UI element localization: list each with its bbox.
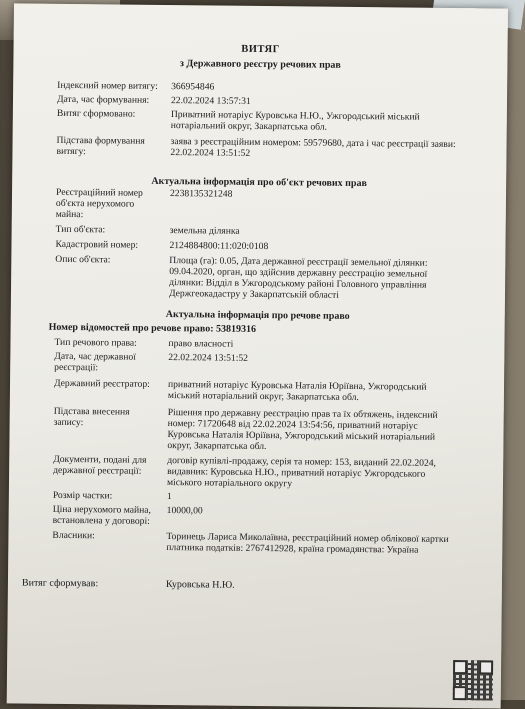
meta-label-formed: Витяг сформовано: [56,107,136,120]
object-value-description-line2: 09.04.2020, орган, що здійснив державну реєстрацію земельної [169,266,428,280]
meta-label-date: Дата, час формування: [56,93,150,106]
right-value-registrar-line1: приватний нотаріус Куровська Наталія Юріївна, Ужгородський [167,379,427,393]
right-label-basis-line2: запису: [53,416,84,429]
meta-value-basis-line2: 22.02.2024 13:51:52 [170,147,251,159]
right-section-heading: Актуальна інформація про речове право [165,309,350,322]
meta-label-basis-line1: Підстава формування [56,134,145,147]
right-label-regdate-line1: Дата, час державної [54,350,136,363]
meta-value-formed-line2: нотаріальний округ, Закарпатська обл. [170,120,328,133]
document-subtitle: з Державного реєстру речових прав [179,58,341,71]
right-label-documents-line2: державної реєстрації: [53,464,142,477]
right-label-basis-line1: Підстава внесення [53,405,130,418]
signature-label: Витяг сформував: [21,577,99,590]
meta-value-formed-line1: Приватний нотаріус Куровська Н.Ю., Ужгородський міський [170,109,420,123]
meta-value-index: 366954846 [171,81,215,93]
right-label-price-line2: встановлена у договорі: [52,514,150,527]
object-label-regnum-line2: об'єкта нерухомого [55,197,135,210]
document-title: ВИТЯГ [241,43,280,56]
right-label-owners: Власники: [52,529,95,542]
right-label-type: Тип речового права: [54,336,137,349]
object-value-description-line4: Держгеокадастру у Закарпатській області [168,288,339,301]
right-value-owners-line2: платника податків: 2767412928, країна громадянства: Україна [166,542,419,556]
right-value-type: право власності [168,338,234,350]
object-value-cadastral: 2124884800:11:020:0108 [169,240,269,253]
right-value-documents-line2: видавник: Куровська Н.Ю., приватний нотаріус Ужгородського [167,466,426,480]
object-section-heading: Актуальна інформація про об'єкт речових прав [151,175,367,190]
right-label-documents-line1: Документи, подані для [53,453,147,466]
right-label-registrar: Державний реєстратор: [53,377,150,390]
right-value-basis-line4: округ, Закарпатська обл. [167,440,267,453]
object-label-regnum-line3: майна: [55,208,84,221]
right-label-regdate-line2: реєстрації: [54,361,99,374]
document-page [7,3,508,708]
object-label-cadastral: Кадастровий номер: [55,238,139,251]
object-value-type: земельна ділянка [169,225,240,237]
right-value-basis-line1: Рішення про державну реєстрацію прав та їх обтяжень, індексний [167,407,438,421]
meta-label-basis-line2: витягу: [56,145,86,158]
meta-value-basis-line1: заява з реєстраційним номером: 59579680, дата і час реєстрації заяви: [170,136,456,151]
meta-label-index: Індексний номер витягу: [57,79,158,92]
right-number-line: Номер відомостей про речове право: 53819316 [48,321,257,335]
signature-value: Куровська Н.Ю. [165,579,235,591]
qr-code [453,660,493,700]
qr-corner-top-right [479,660,493,674]
meta-value-date: 22.02.2024 13:57:31 [170,95,251,107]
object-value-description-line3: ділянки: Відділ в Ужгородському районі Головного управління [169,277,427,291]
right-value-registrar-line2: міський нотаріальний округ, Закарпатська обл. [167,390,359,404]
right-value-regdate: 22.02.2024 13:51:52 [168,352,249,364]
object-label-regnum-line1: Реєстраційний номер [55,186,143,199]
object-value-regnum: 2238135321248 [169,188,233,200]
right-value-basis-line2: номер: 71720648 від 22.02.2024 13:54:56, приватний нотаріус [167,418,418,432]
right-value-share: 1 [166,491,172,503]
right-value-owners-line1: Торинець Лариса Миколаївна, реєстраційний номер облікової картки [166,531,449,545]
right-label-price-line1: Ціна нерухомого майна, [52,503,152,516]
qr-corner-bottom-left [453,686,467,700]
right-label-share: Розмір частки: [52,489,113,502]
object-value-description-line1: Площа (га): 0.05, Дата державної реєстрації земельної ділянки: [169,255,428,269]
qr-corner-top-left [453,660,467,674]
right-value-documents-line3: міського нотаріального округу [166,477,293,490]
object-label-description: Опис об'єкта: [55,253,111,266]
right-value-documents-line1: договір купівлі-продажу, серія та номер: 153, виданий 22.02.2024, [167,455,437,469]
right-value-basis-line3: Куровська Наталія Юріївна, Ужгородський міський нотаріальний [167,429,436,443]
right-value-price: 10000,00 [166,505,203,517]
object-label-type: Тип об'єкта: [55,223,106,236]
